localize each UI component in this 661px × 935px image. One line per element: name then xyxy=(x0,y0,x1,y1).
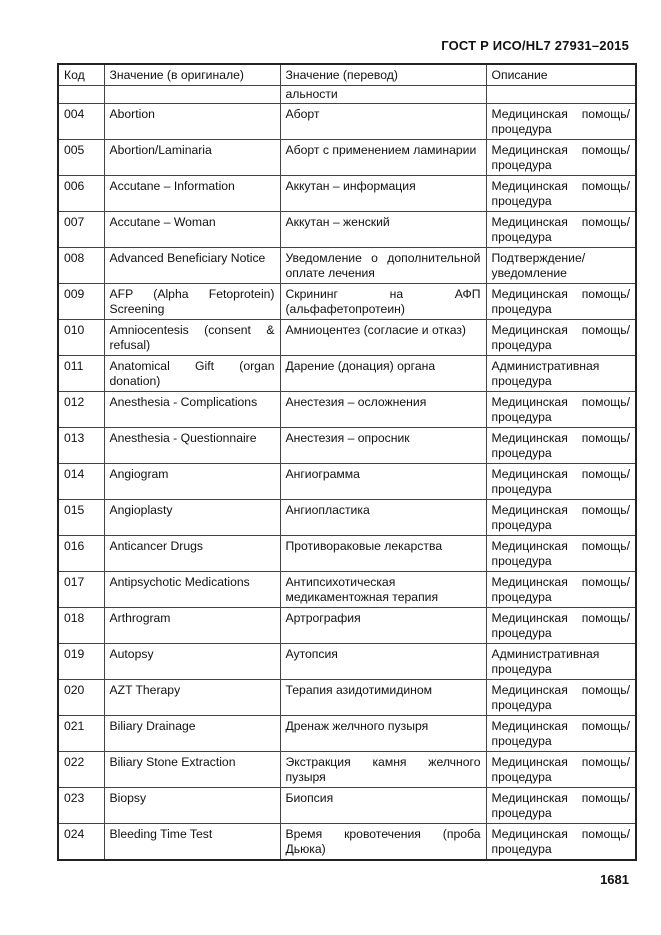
cell-original: Anticancer Drugs xyxy=(104,536,280,572)
cell-translation: Аборт с применением ламинарии xyxy=(280,140,486,176)
column-header-description: Описание xyxy=(486,64,636,86)
cell-original: Bleeding Time Test xyxy=(104,824,280,861)
cell-description: Медицинская помощь/ процедура xyxy=(486,320,636,356)
cell-description: Медицинская помощь/ процедура xyxy=(486,500,636,536)
cell-code: 024 xyxy=(58,824,104,861)
column-header-original: Значение (в оригинале) xyxy=(104,64,280,86)
table-row xyxy=(58,536,636,572)
table-row xyxy=(58,248,636,284)
cell-description: Медицинская помощь/ процедура xyxy=(486,176,636,212)
table-row xyxy=(58,356,636,392)
cell-description: Медицинская помощь/ процедура xyxy=(486,608,636,644)
cell-code: 011 xyxy=(58,356,104,392)
column-header-code: Код xyxy=(58,64,104,86)
cell-code: 010 xyxy=(58,320,104,356)
table-row xyxy=(58,572,636,608)
page-number: 1681 xyxy=(600,872,629,887)
cell-original: Autopsy xyxy=(104,644,280,680)
table-row xyxy=(58,608,636,644)
cell-translation: Противораковые лекарства xyxy=(280,536,486,572)
cell-original: Amniocentesis (consent & refusal) xyxy=(104,320,280,356)
cell-description: Медицинская помощь/ процедура xyxy=(486,788,636,824)
table-row xyxy=(58,788,636,824)
cell-description xyxy=(486,86,636,104)
cell-translation: Дренаж желчного пузыря xyxy=(280,716,486,752)
table-row xyxy=(58,752,636,788)
cell-translation: Биопсия xyxy=(280,788,486,824)
cell-description: Медицинская помощь/ процедура xyxy=(486,752,636,788)
cell-code: 012 xyxy=(58,392,104,428)
table-row xyxy=(58,644,636,680)
codes-table xyxy=(57,63,637,861)
cell-translation: Терапия азидотимидином xyxy=(280,680,486,716)
cell-code: 009 xyxy=(58,284,104,320)
table-header-row xyxy=(58,64,636,86)
cell-description: Медицинская помощь/ процедура xyxy=(486,140,636,176)
cell-original: Anatomical Gift (organ donation) xyxy=(104,356,280,392)
cell-code: 018 xyxy=(58,608,104,644)
cell-translation: альности xyxy=(280,86,486,104)
table-row xyxy=(58,320,636,356)
cell-description: Медицинская помощь/ процедура xyxy=(486,464,636,500)
cell-code: 015 xyxy=(58,500,104,536)
document-header: ГОСТ Р ИСО/HL7 27931–2015 xyxy=(441,38,629,53)
cell-code: 014 xyxy=(58,464,104,500)
cell-code: 019 xyxy=(58,644,104,680)
table-row xyxy=(58,104,636,140)
cell-translation: Амниоцентез (согласие и отказ) xyxy=(280,320,486,356)
cell-description: Медицинская помощь/ процедура xyxy=(486,212,636,248)
cell-translation: Экстракция камня желчного пузыря xyxy=(280,752,486,788)
cell-translation: Дарение (донация) органа xyxy=(280,356,486,392)
cell-description: Медицинская помощь/ процедура xyxy=(486,104,636,140)
cell-description: Медицинская помощь/ процедура xyxy=(486,284,636,320)
cell-code: 017 xyxy=(58,572,104,608)
cell-code: 016 xyxy=(58,536,104,572)
cell-original: Anesthesia - Complications xyxy=(104,392,280,428)
cell-original: Biliary Stone Extraction xyxy=(104,752,280,788)
cell-translation: Аборт xyxy=(280,104,486,140)
cell-translation: Ангиопластика xyxy=(280,500,486,536)
cell-code: 022 xyxy=(58,752,104,788)
table-row xyxy=(58,500,636,536)
cell-original: Biopsy xyxy=(104,788,280,824)
cell-code: 020 xyxy=(58,680,104,716)
cell-code: 013 xyxy=(58,428,104,464)
cell-code: 004 xyxy=(58,104,104,140)
table-row xyxy=(58,680,636,716)
cell-description: Медицинская помощь/ процедура xyxy=(486,392,636,428)
column-header-translation: Значение (перевод) xyxy=(280,64,486,86)
continuation-row xyxy=(58,86,636,104)
table-row xyxy=(58,176,636,212)
cell-description: Медицинская помощь/ процедура xyxy=(486,716,636,752)
cell-original: Angiogram xyxy=(104,464,280,500)
cell-translation: Артрография xyxy=(280,608,486,644)
cell-original: Anesthesia - Questionnaire xyxy=(104,428,280,464)
cell-translation: Уведомление о дополнительной оплате лечения xyxy=(280,248,486,284)
table-row xyxy=(58,284,636,320)
cell-description: Подтверждение/ уведомление xyxy=(486,248,636,284)
cell-original: Accutane – Woman xyxy=(104,212,280,248)
cell-original: AFP (Alpha Fetoprotein) Screening xyxy=(104,284,280,320)
cell-translation: Анестезия – опросник xyxy=(280,428,486,464)
cell-code: 006 xyxy=(58,176,104,212)
cell-description: Административная процедура xyxy=(486,356,636,392)
cell-code: 005 xyxy=(58,140,104,176)
cell-description: Медицинская помощь/ процедура xyxy=(486,572,636,608)
table-row xyxy=(58,392,636,428)
table-row xyxy=(58,824,636,861)
cell-original: AZT Therapy xyxy=(104,680,280,716)
cell-code: 021 xyxy=(58,716,104,752)
cell-original: Antipsychotic Medications xyxy=(104,572,280,608)
cell-description: Административная процедура xyxy=(486,644,636,680)
cell-original: Abortion/Laminaria xyxy=(104,140,280,176)
cell-translation: Скрининг на АФП (альфафетопротеин) xyxy=(280,284,486,320)
cell-description: Медицинская помощь/ процедура xyxy=(486,536,636,572)
cell-translation: Антипсихотическая медикаментожная терапия xyxy=(280,572,486,608)
cell-translation: Ангиограмма xyxy=(280,464,486,500)
cell-description: Медицинская помощь/ процедура xyxy=(486,824,636,861)
table-row xyxy=(58,212,636,248)
cell-translation: Аутопсия xyxy=(280,644,486,680)
table-row xyxy=(58,464,636,500)
cell-code: 008 xyxy=(58,248,104,284)
cell-code: 023 xyxy=(58,788,104,824)
cell-original: Abortion xyxy=(104,104,280,140)
cell-code: 007 xyxy=(58,212,104,248)
cell-description: Медицинская помощь/ процедура xyxy=(486,428,636,464)
cell-original: Advanced Beneficiary Notice xyxy=(104,248,280,284)
cell-translation: Аккутан – женский xyxy=(280,212,486,248)
cell-translation: Анестезия – осложнения xyxy=(280,392,486,428)
cell-translation: Время кровотечения (проба Дьюка) xyxy=(280,824,486,861)
table-row xyxy=(58,140,636,176)
table-row xyxy=(58,716,636,752)
cell-original: Accutane – Information xyxy=(104,176,280,212)
cell-translation: Аккутан – информация xyxy=(280,176,486,212)
cell-description: Медицинская помощь/ процедура xyxy=(486,680,636,716)
table-row xyxy=(58,428,636,464)
cell-code xyxy=(58,86,104,104)
cell-original: Arthrogram xyxy=(104,608,280,644)
cell-original xyxy=(104,86,280,104)
cell-original: Angioplasty xyxy=(104,500,280,536)
cell-original: Biliary Drainage xyxy=(104,716,280,752)
